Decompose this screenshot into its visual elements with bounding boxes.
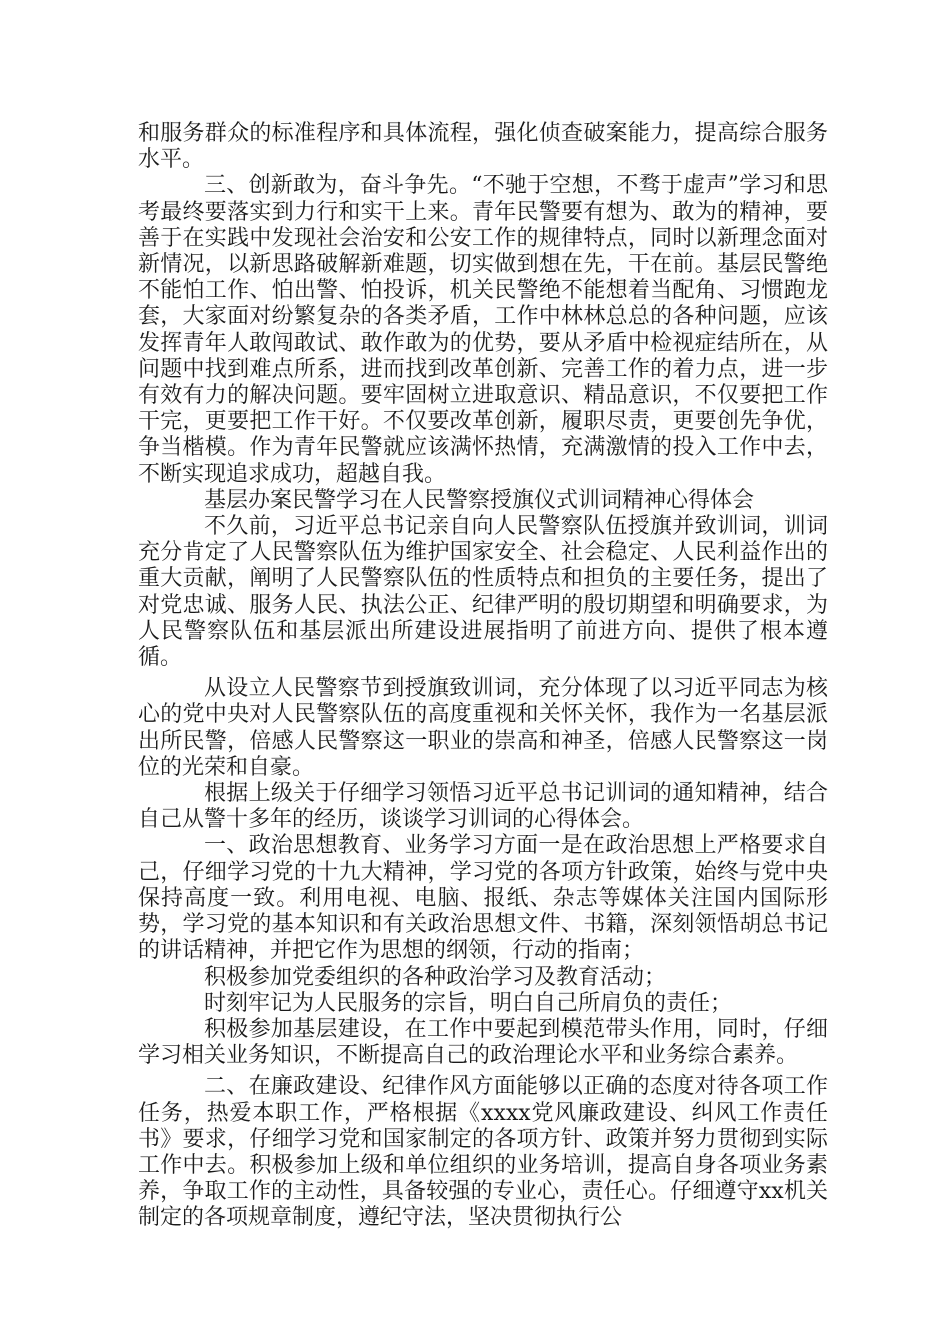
document-page	[138, 121, 828, 1232]
paragraph-political-study: 一、政治思想教育、业务学习方面一是在政治思想上严格要求自己，仔细学习党的十九大精神，学习党的各项方针政策，始终与党中央保持高度一致。利用电视、电脑、报纸、杂志等媒体关注国内国际形势，学习党的基本知识和有关政治思想文件、书籍，深刻领悟胡总书记的讲话精神，并把它作为思想的纲领，行动的指南；	[138, 833, 828, 964]
paragraph-grassroots: 积极参加基层建设，在工作中要起到模范带头作用，同时，仔细学习相关业务知识，不断提高自己的政治理论水平和业务综合素养。	[138, 1016, 828, 1069]
paragraph-innovation: 三、创新敢为，奋斗争先。“不驰于空想，不骛于虚声”学习和思考最终要落实到力行和实干上来。青年民警要有想为、敢为的精神，要善于在实践中发现社会治安和公安工作的规律特点，同时以新理念面对新情况，以新思路破解新难题，切实做到想在先，干在前。基层民警绝不能怕工作、怕出警、怕投诉，机关民警绝不能想着当配角、习惯跑龙套，大家面对纷繁复杂的各类矛盾，工作中林林总总的各种问题，应该发挥青年人敢闯敢试、敢作敢为的优势，要从矛盾中检视症结所在，从问题中找到难点所系，进而找到改革创新、完善工作的着力点，进一步有效有力的解决问题。要牢固树立进取意识、精品意识，不仅要把工作干完，更要把工作干好。不仅要改革创新，履职尽责，更要创先争优，争当楷模。作为青年民警就应该满怀热情，充满激情的投入工作中去，不断实现追求成功，超越自我。	[138, 173, 828, 487]
paragraph-service-purpose: 时刻牢记为人民服务的宗旨，明白自己所肩负的责任；	[204, 990, 733, 1016]
paragraph-integrity: 二、在廉政建设、纪律作风方面能够以正确的态度对待各项工作任务，热爱本职工作，严格根据《xxxx党风廉政建设、纠风工作责任书》要求，仔细学习党和国家制定的各项方针、政策并努力贯彻到实际工作中去。积极参加上级和单位组织的业务培训，提高自身各项业务素养，争取工作的主动性，具备较强的专业心，责任心。仔细遵守xx机关制定的各项规章制度，遵纪守法，坚决贯彻执行公	[138, 1074, 828, 1231]
paragraph-party-activities: 积极参加党委组织的各种政治学习及教育活动；	[204, 964, 667, 990]
paragraph-notice: 根据上级关于仔细学习领悟习近平总书记训词的通知精神，结合自己从警十多年的经历，谈谈学习训词的心得体会。	[138, 781, 828, 833]
paragraph-intro: 不久前，习近平总书记亲自向人民警察队伍授旗并致训词，训词充分肯定了人民警察队伍为维护国家安全、社会稳定、人民利益作出的重大贡献，阐明了人民警察队伍的性质特点和担负的主要任务，提出了对党忠诚、服务人民、执法公正、纪律严明的殷切期望和明确要求，为人民警察队伍和基层派出所建设进展指明了前进方向、提供了根本遵循。	[138, 514, 828, 671]
article-title: 基层办案民警学习在人民警察授旗仪式训词精神心得体会	[204, 487, 755, 513]
paragraph-police-day: 从设立人民警察节到授旗致训词，充分体现了以习近平同志为核心的党中央对人民警察队伍的高度重视和关怀关怀，我作为一名基层派出所民警，倍感人民警察这一职业的崇高和神圣，倍感人民警察这一岗位的光荣和自豪。	[138, 676, 828, 780]
paragraph-continuation: 和服务群众的标准程序和具体流程，强化侦查破案能力，提高综合服务水平。	[138, 121, 828, 173]
